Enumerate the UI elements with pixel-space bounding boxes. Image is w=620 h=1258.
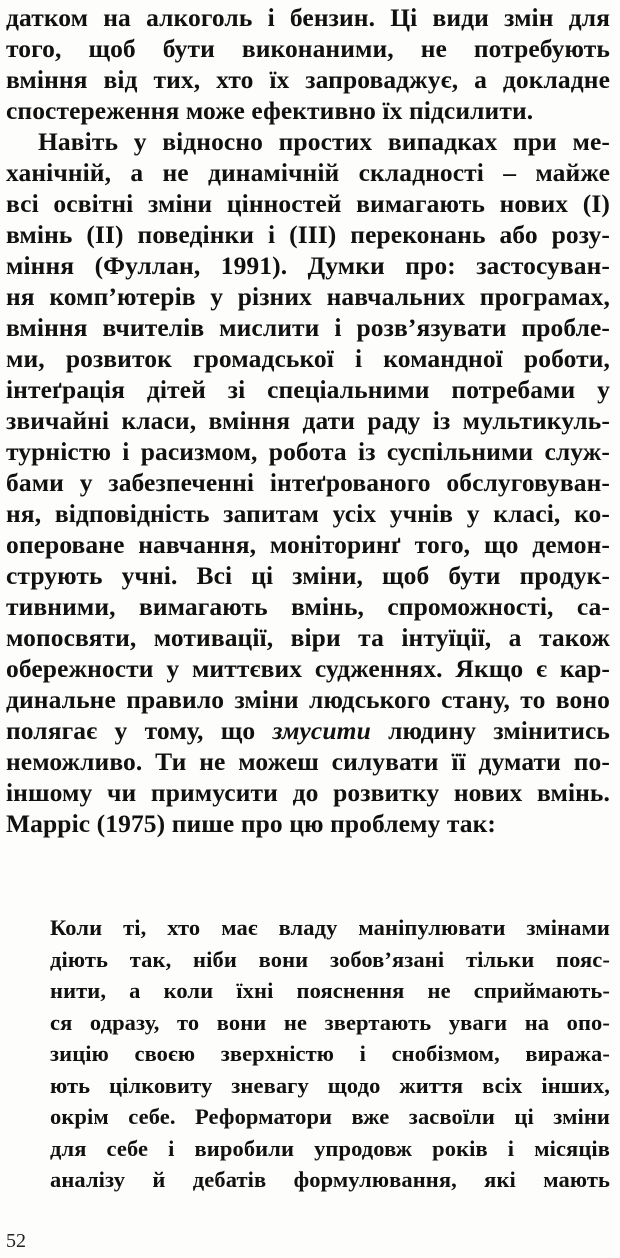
text-line: турністю і расизмом, робота із суспільними служ- <box>6 437 610 466</box>
text-line: іншому чи примусити до розвитку нових вмінь. <box>6 778 610 807</box>
text-line: всі освітні зміни цінностей вимагають нових (І) <box>6 189 610 218</box>
text-line: ня комп’ютерів у різних навчальних програмах, <box>6 282 610 311</box>
emphasized-word: змусити <box>272 716 371 745</box>
quote-line: ють цілковиту зневагу щодо життя всіх інших, <box>50 1072 610 1098</box>
text-line: вміння від тих, хто їх запроваджує, а докладне <box>6 65 610 94</box>
text-line: ханічній, а не динамічній складності – майже <box>6 158 610 187</box>
text-line: струють учні. Всі ці зміни, щоб бути продук- <box>6 561 610 590</box>
page-number: 52 <box>6 1230 26 1252</box>
text-line: вміння вчителів мислити і розв’язувати пробле- <box>6 313 610 342</box>
text-line: датком на алкоголь і бензин. Ці види змін для <box>6 3 610 32</box>
text-line: вмінь (II) поведінки і (III) переконань або розу- <box>6 220 610 249</box>
quote-line: Коли ті, хто має владу маніпулювати змінами <box>50 915 610 940</box>
main-text <box>6 2 610 839</box>
text-line: ми, розвиток громадської і командної роботи, <box>6 344 610 373</box>
text-line: динальне правило зміни людського стану, то воно <box>6 685 610 714</box>
text-line: неможливо. Ти не можеш силувати її думати по- <box>6 747 610 776</box>
text-line: звичайні класи, вміння дати раду із мультикуль- <box>6 406 610 435</box>
quote-line: нити, а коли їхні пояснення не сприймають- <box>50 978 610 1003</box>
text-line: інтеґрація дітей зі спеціальними потребами у <box>6 375 610 404</box>
text-line: обережности у миттєвих судженнях. Якщо є кар- <box>6 654 610 683</box>
text-segment: полягає у тому, що <box>6 716 256 745</box>
quote-line: зицію своєю зверхністю і снобізмом, виража- <box>50 1041 610 1066</box>
text-line: ня, відповідність запитам усіх учнів у класі, ко- <box>6 499 610 528</box>
text-line: бами у забезпеченні інтеґрованого обслуговуван- <box>6 468 610 497</box>
text-line: Марріс (1975) пише про цю проблему так: <box>6 809 497 838</box>
block-quote <box>50 912 610 1196</box>
text-line: міння (Фуллан, 1991). Думки про: застосуван- <box>6 251 610 280</box>
text-line: тивними, вимагають вмінь, спроможності, са- <box>6 592 610 621</box>
text-line: спостереження може ефективно їх підсилити. <box>6 96 534 125</box>
quote-line: для себе і виробили упродовж років і місяців <box>50 1135 610 1161</box>
text-line: опероване навчання, моніторинґ того, що демон- <box>6 530 610 559</box>
quote-line: окрім себе. Реформатори вже засвоїли ці зміни <box>50 1104 610 1129</box>
text-line: того, щоб бути виконаними, не потребують <box>6 34 610 63</box>
quote-line: ся одразу, то вони не звертають уваги на опо- <box>50 1009 610 1035</box>
text-line: мопосвяти, мотивації, віри та інтуїції, а також <box>6 623 610 652</box>
paragraph-start-line: Навіть у відносно простих випадках при ме- <box>38 127 610 156</box>
text-line-with-emphasis <box>6 715 610 746</box>
quote-line: аналізу й дебатів формулювання, які мають <box>50 1167 610 1192</box>
text-segment: людину змінитись <box>388 716 610 745</box>
quote-line: діють так, ніби вони зобов’язані тільки пояс- <box>50 946 610 972</box>
